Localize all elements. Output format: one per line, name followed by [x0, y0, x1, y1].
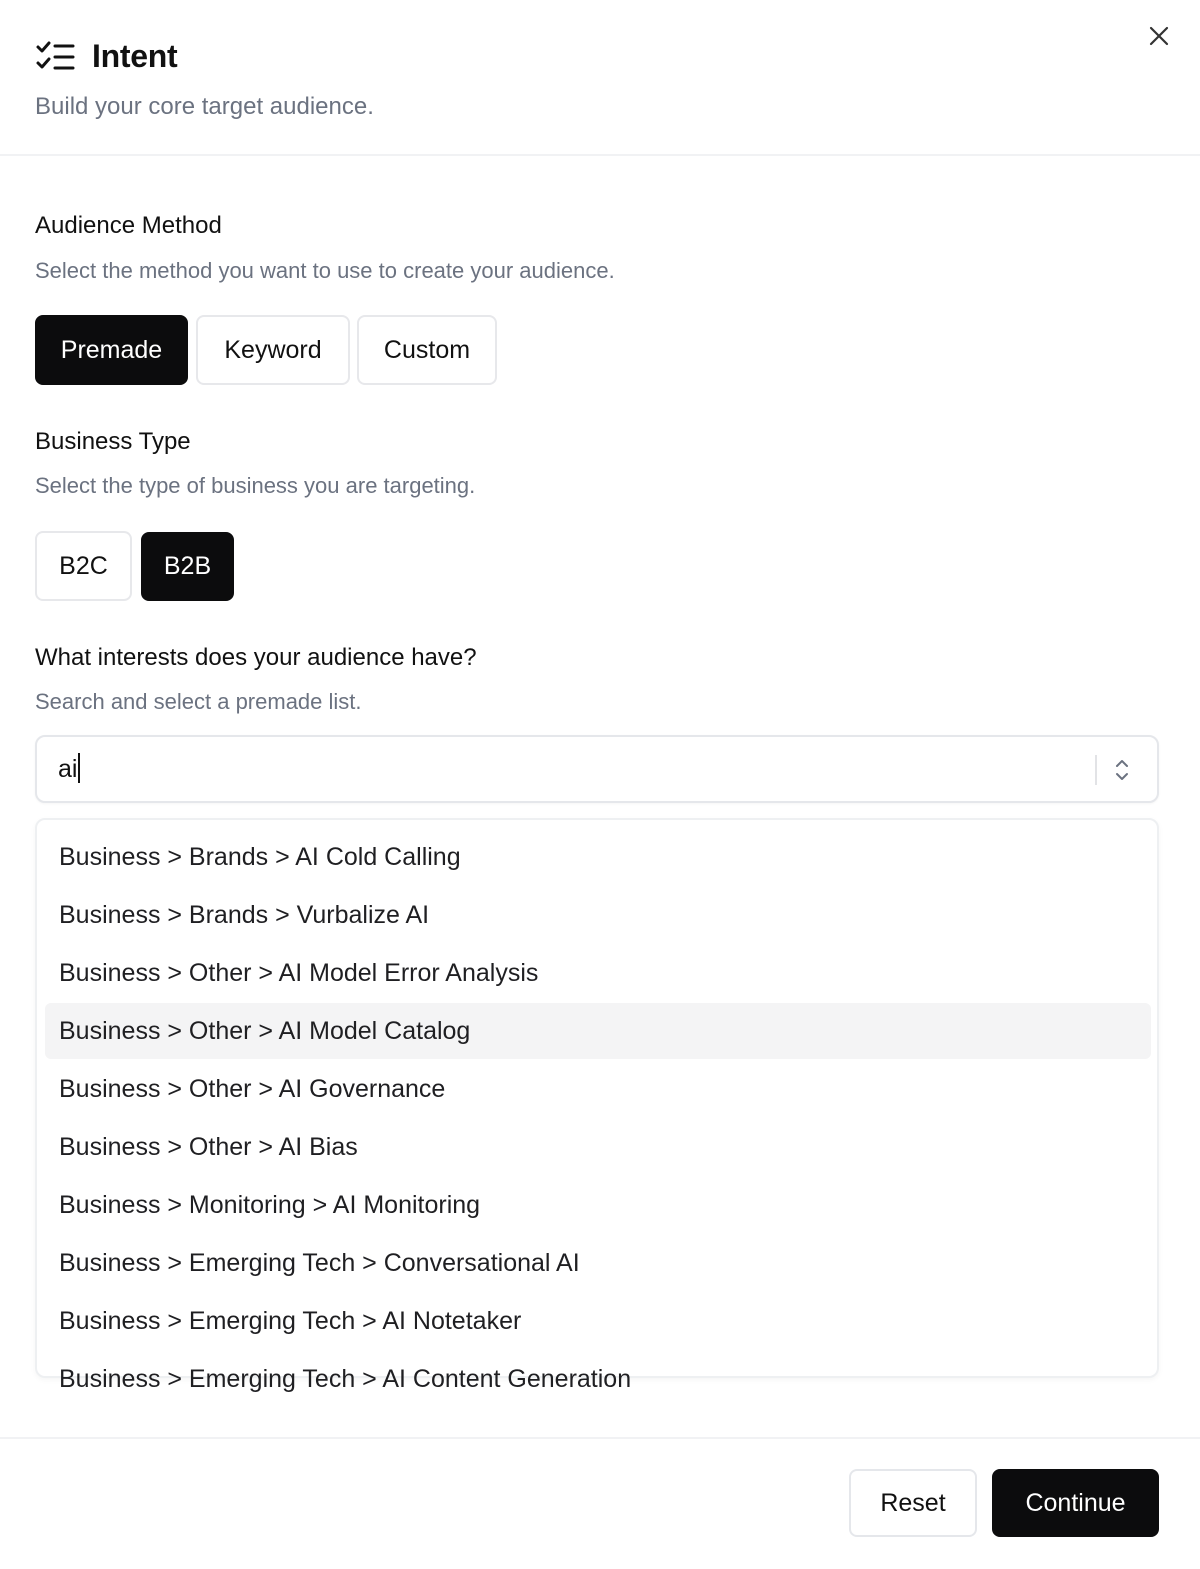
search-results-dropdown[interactable]	[35, 818, 1159, 1393]
business-b2c-button[interactable]: B2C	[35, 531, 132, 601]
business-b2b-button[interactable]: B2B	[141, 532, 234, 601]
search-input-value[interactable]	[58, 755, 80, 785]
result-option[interactable]: Business > Brands > AI Cold Calling	[59, 842, 461, 871]
chevron-up-down-icon[interactable]	[1110, 755, 1134, 785]
result-option-highlighted[interactable]: Business > Other > AI Model Catalog	[45, 1003, 1151, 1059]
close-button[interactable]	[1142, 19, 1176, 53]
modal-subtitle: Build your core target audience.	[35, 93, 374, 120]
result-option[interactable]: Business > Emerging Tech > Conversational AI	[59, 1248, 580, 1277]
reset-button[interactable]: Reset	[849, 1469, 977, 1537]
interests-title: What interests does your audience have?	[35, 644, 477, 671]
search-divider	[1095, 755, 1097, 785]
list-checks-icon	[35, 39, 75, 75]
audience-method-description: Select the method you want to use to create your audience.	[35, 258, 615, 283]
business-type-description: Select the type of business you are targeting.	[35, 473, 476, 498]
close-icon	[1148, 25, 1170, 47]
modal-footer	[0, 1437, 1200, 1569]
method-custom-button[interactable]: Custom	[357, 315, 497, 385]
title-row	[35, 38, 177, 75]
modal-header	[0, 0, 1200, 156]
business-type-title: Business Type	[35, 428, 191, 455]
audience-method-title: Audience Method	[35, 212, 222, 239]
result-option[interactable]: Business > Emerging Tech > AI Notetaker	[59, 1306, 522, 1335]
interests-description: Search and select a premade list.	[35, 689, 362, 714]
result-option[interactable]: Business > Brands > Vurbalize AI	[59, 900, 430, 929]
method-keyword-button[interactable]: Keyword	[196, 315, 350, 385]
result-option[interactable]: Business > Other > AI Bias	[59, 1132, 358, 1161]
result-option[interactable]: Business > Emerging Tech > AI Content Generation	[59, 1364, 632, 1393]
search-value-text: ai	[58, 755, 78, 783]
result-option[interactable]: Business > Other > AI Model Error Analysis	[59, 958, 539, 987]
text-cursor	[78, 753, 80, 783]
continue-button[interactable]: Continue	[992, 1469, 1159, 1537]
result-option[interactable]: Business > Other > AI Governance	[59, 1074, 446, 1103]
result-option[interactable]: Business > Monitoring > AI Monitoring	[59, 1190, 481, 1219]
interests-search-input[interactable]	[35, 735, 1159, 803]
modal-title: Intent	[92, 38, 178, 74]
method-premade-button[interactable]: Premade	[35, 315, 188, 385]
